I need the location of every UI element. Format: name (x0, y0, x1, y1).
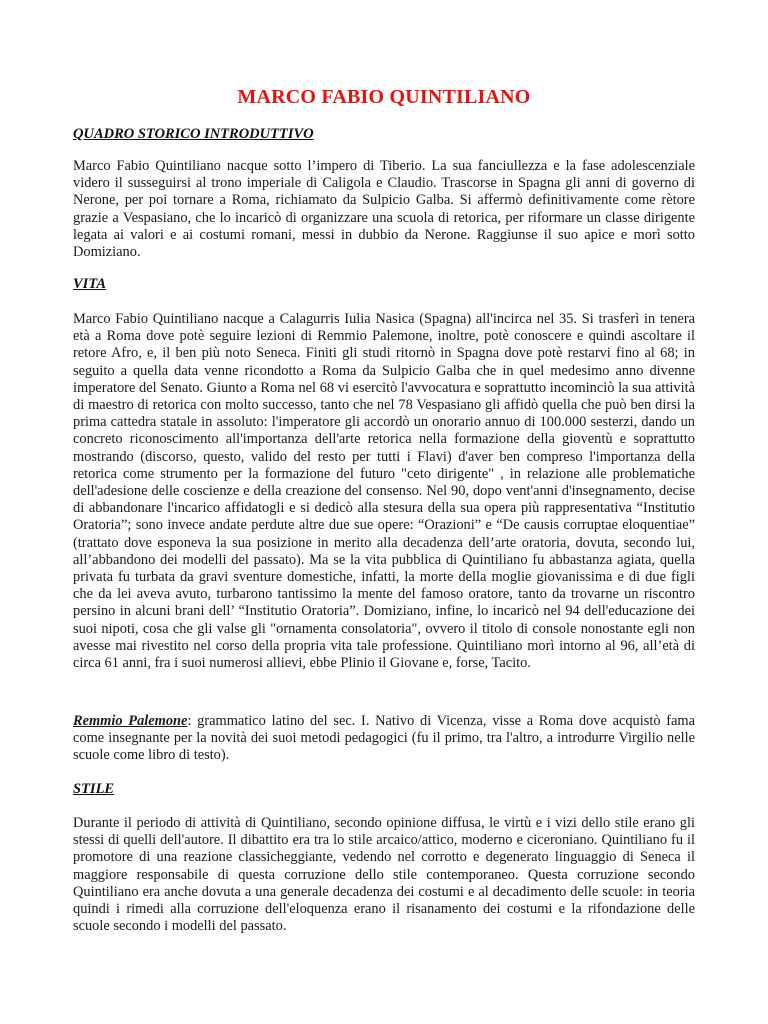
paragraph-stile: Durante il periodo di attività di Quintiliano, secondo opinione diffusa, le virtù e i vizi dello stile erano gli stessi di quelli dell'autore. Il dibattito era tra lo stile arcaico/attico, moderno e ciceroniano. Quintiliano fu il promotore di una reazione classicheggiante, vedendo nel corrotto e degenerato linguaggio di Seneca il maggiore responsabile di questa corruzione dello stile contemporaneo. Questa corruzione secondo Quintiliano era anche dovuta a una generale decadenza dei costumi e al decadimento delle scuole: in teoria quindi i rimedi alla corruzione dell'eloquenza erano il risanamento dei costumi e la rifondazione delle scuole secondo i modelli del passato. (73, 815, 695, 935)
paragraph-quadro: Marco Fabio Quintiliano nacque sotto l’impero di Tiberio. La sua fanciullezza e la fase adolescenziale videro il susseguirsi al trono imperiale di Caligola e Claudio. Trascorse in Spagna gli anni di governo di Nerone, per poi tornare a Roma, richiamato da Sulpicio Galba. Si affermò definitivamente come rètore grazie a Vespasiano, che lo incaricò di organizzare una scuola di retorica, per riformare un classe dirigente legata ai valori e ai costumi romani, messi in dubbio da Nerone. Raggiunse il suo apice e morì sotto Domiziano. (73, 158, 695, 261)
paragraph-vita: Marco Fabio Quintiliano nacque a Calagurris Iulia Nasica (Spagna) all'incirca nel 35. Si trasferì in tenera età a Roma dove potè seguire lezioni di Remmio Palemone, inoltre, potè conoscere e quindi ascoltare il retore Afro, e, il ben più noto Seneca. Finiti gli studi ritornò in Spagna dove potè restarvi fino al 68; in seguito a quella data venne ricondotto a Roma da Sulpicio Galba che in quel medesimo anno divenne imperatore del Senato. Giunto a Roma nel 68 vi esercitò l'avvocatura e soprattutto incominciò la sua attività di maestro di retorica con molto successo, tanto che nel 78 Vespasiano gli affidò quella che può ben dirsi la prima cattedra statale in assoluto: l'imperatore gli accordò un onorario annuo di 100.000 sesterzi, dando un concreto riconoscimento all'importanza dell'arte retorica nella formazione della gioventù e soprattutto mostrando (discorso, questo, valido del resto per tutti i Flavi) d'aver ben compreso l'importanza della retorica come strumento per la formazione del futuro "ceto dirigente" , in relazione alle problematiche dell'adesione delle coscienze e della creazione del consenso. Nel 90, dopo vent'anni d'insegnamento, decise di abbandonare l'incarico affidatogli e si dedicò alla stesura della sua opera più rappresentativa “Institutio Oratoria”; sono invece andate perdute altre due sue opere: “Orazioni” e “De causis corruptae eloquentiae” (trattato dove esponeva la sua posizione in merito alla decadenza dell’arte oratoria, dovuta, secondo lui, all’abbandono dei modelli del passato). Ma se la vita pubblica di Quintiliano fu abbastanza agiata, quella privata fu turbata da gravi sventure domestiche, infatti, la morte della moglie giovanissima e di due figli che da lei aveva avuto, turbarono tantissimo la mente del famoso oratore, tanto da trovarne un riscontro persino in alcuni brani dell’ “Institutio Oratoria”. Domiziano, infine, lo incaricò nel 94 dell'educazione dei suoi nipoti, cosa che gli valse gli "ornamenta consolatoria", ovvero il titolo di console nonostante egli non avesse mai rivestito nel corso della propria vita tale professione. Quintiliano morì intorno al 96, all’età di circa 61 anni, fra i suoi numerosi allievi, ebbe Plinio il Giovane e, forse, Tacito. (73, 311, 695, 672)
document-title: MARCO FABIO QUINTILIANO (237, 86, 531, 108)
note-term: Remmio Palemone (73, 713, 188, 729)
section-heading-quadro: QUADRO STORICO INTRODUTTIVO (73, 126, 314, 142)
note-text: : grammatico latino del sec. I. Nativo di Vicenza, visse a Roma dove acquistò fama come insegnante per la novità dei suoi metodi pedagogici (fu il primo, tra l'altro, a introdurre Virgilio nelle scuole come libro di testo). (73, 713, 695, 764)
note-remmio-palemone (73, 713, 695, 765)
section-heading-vita: VITA (73, 276, 107, 292)
section-heading-stile: STILE (73, 781, 115, 797)
